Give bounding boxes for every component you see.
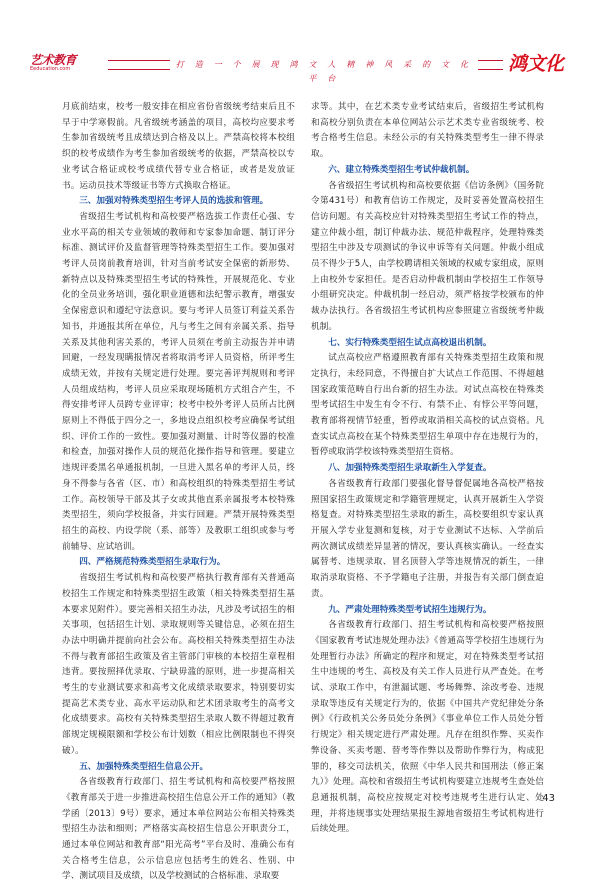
section-heading: 三、加强对特殊类型招生考评人员的选拔和管理。 (79, 196, 269, 207)
paragraph: 各省级教育行政部门要强化督导督促属地各高校严格按照国家招生政策规定和学籍管理规定，认真开展新生入学资格复查。对特殊类型招生录取的新生，高校要组织专家认真开展入学专业复测和复核，对于专业测试不达标、入学前后两次测试成绩差异显著的情况，要认真核实确认。一经查实属替考、违规录取、冒名顶替入学等违规情况的新生，一律取消录取资格、不予学籍电子注册，并报告有关部门倒查追责。 (311, 478, 544, 599)
paragraph: 各省级教育行政部门、招生考试机构和高校要严格按照《教育部关于进一步推进高校招生信息公开工作的通知》（教学函〔2013〕9号）要求，通过本单位网站公布相关特殊类型招生办法和细则；严格落实高校招生信息公开职责分工，通过本单位网站和教育部“阳光高考”平台及时、准确公布有关合格考生信息，公示信息应包括考生的姓名、性别、中学、测试项目及成绩，以及学校测试的合格标准、录取要 (62, 777, 295, 882)
section-heading: 五、加强特殊类型招生信息公开。 (79, 761, 209, 772)
paragraph: 月底前结束，校考一般安排在相应省份省级统考结束后且不早于中学寒假前。凡省级统考涵盖的项目，高校均应要求考生参加省级统考且成绩达到合格及以上。严禁高校将本校组织的校考成绩作为考生参加省级统考的依据，严禁高校以专业考试合格证或校考成绩代替专业合格证，或者是发放证书。运动员技术等级证书等方式换取合格证。 (62, 102, 295, 191)
paragraph: 求等。其中，在艺术类专业考试结束后，省级招生考试机构和高校分别负责在本单位网站公示艺术类专业省级统考、校考合格考生信息。未经公示的有关特殊类型考生一律不得录取。 (311, 102, 544, 160)
section-heading: 四、严格规范特殊类型招生录取行为。 (79, 557, 226, 568)
paragraph: 各省级教育行政部门、招生考试机构和高校要严格按照《国家教育考试违规处理办法》《普通高等学校招生违规行为处理暂行办法》所确定的程序和规定，对在特殊类型考试招生中违规的考生、高校及有关工作人员进行从严查处。在考试、录取工作中，有泄漏试题、考场舞弊、涂改考卷、违规录取等违反有关规定行为的，依据《中国共产党纪律处分条例》《行政机关公务员处分条例》《事业单位工作人员处分暂行规定》相关规定进行严肃处理。凡存在组织作弊、买卖作弊设备、买卖考题、替考等作弊以及帮助作弊行为，构成犯罪的，移交司法机关，依照《中华人民共和国刑法（修正案九）》处理。高校和省级招生考试机构要建立违规考生查处信息通报机制，高校应按规定对校考违规考生进行认定、处理，并将违规事实处理结果报生源地省级招生考试机构进行后续处理。 (311, 620, 544, 835)
brand-logo: 鸿文化 (508, 53, 564, 75)
page-header (0, 0, 605, 92)
section-heading: 九、严肃处理特殊类型考试招生违规行为。 (328, 604, 492, 615)
section-heading: 六、建立特殊类型招生考试仲裁机制。 (328, 164, 475, 175)
left-column (62, 100, 295, 882)
section-heading: 八、加强特殊类型招生录取新生入学复查。 (328, 463, 492, 474)
right-column (311, 100, 544, 835)
publication-logo (30, 54, 102, 74)
paragraph: 省级招生考试机构和高校要严格执行教育部有关普通高校招生工作规定和特殊类型招生政策（相关特殊类型招生基本要求见附件）。要完善相关招生办法，凡涉及考试招生的相关事项，包括招生计划、录取规则等关键信息，必须在招生办法中明确并提前向社会公布。高校相关特殊类型招生办法不得与教育部招生政策及省主管部门审核的本校招生章程相违背。要按照择优录取、宁缺毋滥的原则，进一步提高相关考生的专业测试要求和高考文化成绩录取要求，特别要切实提高艺术类专业、高水平运动队和艺术团录取考生的高考文化成绩要求。高校有关特殊类型招生录取人数不得超过教育部规定规模限额和学校公布计划数（相应比例限制也不得突破）。 (62, 573, 295, 756)
logo-subtitle: Eeducation.com (30, 66, 71, 72)
logo-mark: 艺术教育 (30, 53, 77, 67)
article-body (62, 100, 544, 882)
paragraph: 试点高校应严格遵照教育部有关特殊类型招生政策和规定执行，未经同意，不得擅自扩大试点工作范围、不得超越国家政策范畴自行出台新的招生办法。对试点高校在特殊类型考试招生中发生有令不行、有禁不止、有悖公平等问题，教育部将视情节轻重，暂停或取消相关高校的试点资格。凡查实试点高校在某个特殊类型招生单项中存在违规行为的，暂停或取消学校该特殊类型招生资格。 (311, 353, 544, 458)
header-slogan: 打 造 一 个 展 现 鸿 文 人 精 神 风 采 的 文 化 平 台 (170, 58, 478, 72)
paragraph: 省级招生考试机构和高校要严格选拔工作责任心强、专业水平高的相关专业领域的教师和专家参加命题、制订评分标准、测试评价及监督管理等特殊类型招生工作。要加强对考评人员岗前教育培训，针对当前考试安全保密的新形势、新特点以及特殊类型招生考试的特殊性，开展规范化、专业化的全员业务培训，强化职业道德和法纪警示教育，增强安全保密意识和遵纪守法意识。要与考评人员签订利益关系告知书，并通报其所在单位，凡与考生之间有亲属关系、指导关系及其他利害关系的，考评人员须在考前主动报告并申请回避，一经发现瞒报情况者将取消考评人员资格，所评考生成绩无效，并按有关规定进行处理。要完善评判规则和考评人员组成结构，考评人员应采取现场随机方式组合产生，不得安排考评人员跨专业评审；校考中校外考评人员所占比例原则上不得低于四分之一，多地设点组织校考应确保考试组织、评价工作的一致性。要加强对测量、计时等仪器的校准和检查，加强对操作人员的规范化操作指导和管理。要建立违规评委黑名单通报机制，一旦进入黑名单的考评人员，终身不得参与各省（区、市）和高校组织的特殊类型招生考试工作。高校领导干部及其子女或其他直系亲属报考本校特殊类型招生，须向学校报备，并实行回避。严禁开展特殊类型招生的高校、内设学院（系、部等）及教职工组织或参与考前辅导、应试培训。 (62, 211, 295, 552)
section-heading: 七、实行特殊类型招生试点高校退出机制。 (328, 337, 492, 348)
page-number: 43 (542, 793, 555, 804)
paragraph: 各省级招生考试机构和高校要依据《信访条例》（国务院令第431号）和教育信访工作规定，及时妥善处置高校招生信访问题。有关高校应针对特殊类型招生考试工作的特点，建立仲裁小组，制订仲裁办法、规范仲裁程序，处理特殊类型招生中涉及专项测试的争议申诉等有关问题。仲裁小组成员不得少于5人，由学校聘请相关领域的权威专家组成，原则上由校外专家担任。是否启动仲裁机制由学校招生工作领导小组研究决定。仲裁机制一经启动，须严格按学校颁布的仲裁办法执行。各省级招生考试机构应参照建立省级统考仲裁机制。 (311, 180, 544, 332)
